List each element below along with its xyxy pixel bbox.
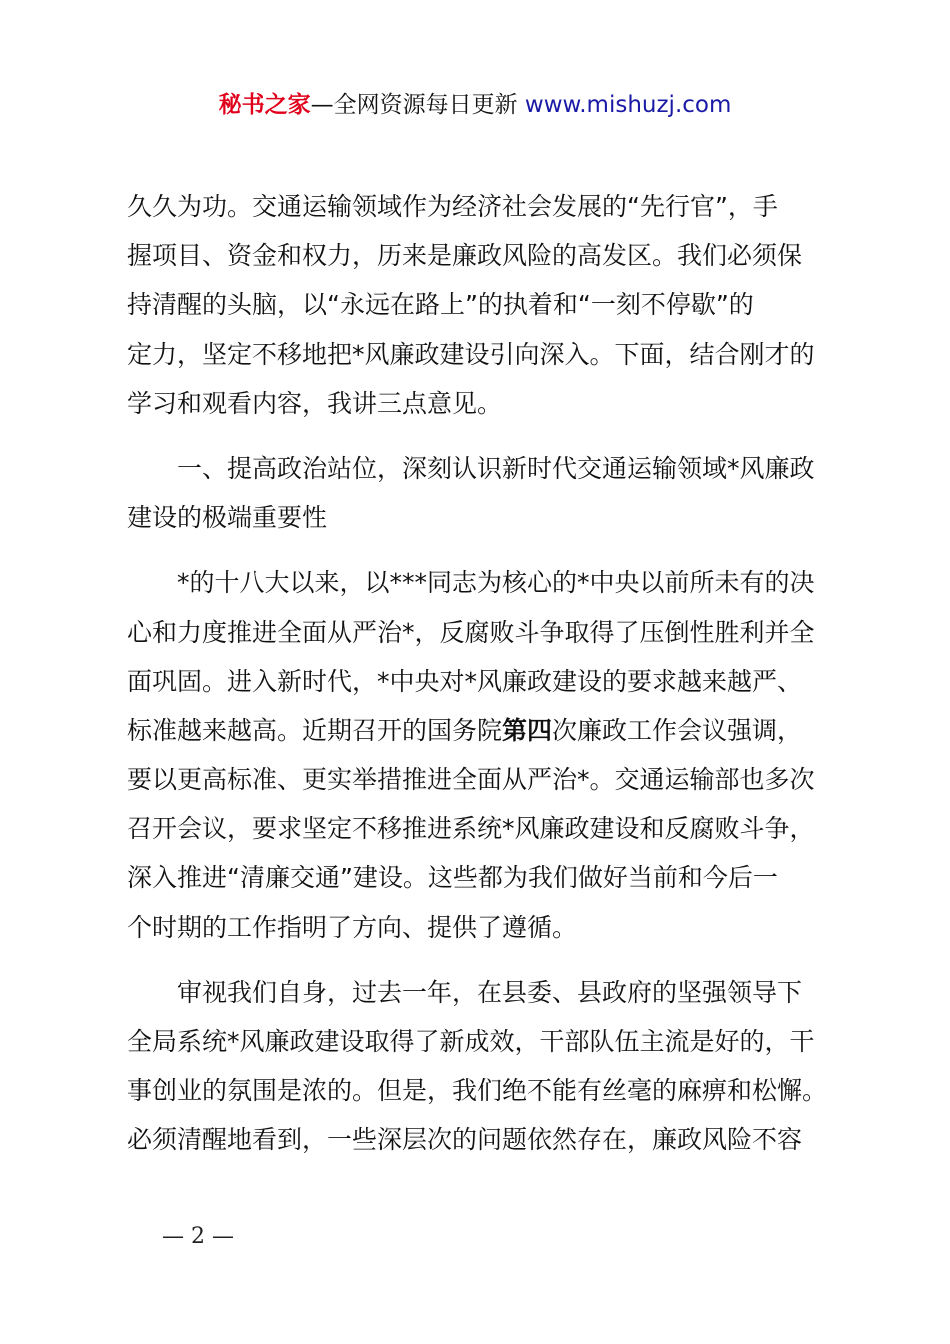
text-line: 事创业的氛围是浓的。但是，我们绝不能有丝毫的麻痹和松懈。	[127, 1076, 828, 1106]
page-header	[0, 88, 950, 122]
text-line: 审视我们自身，过去一年，在县委、县政府的坚强领导下	[127, 977, 803, 1007]
bold-text: 第四	[502, 715, 553, 745]
section-heading-1	[127, 444, 837, 542]
heading-line: 建设的极端重要性	[127, 503, 328, 533]
paragraph-2	[127, 558, 837, 952]
text-line: 握项目、资金和权力，历来是廉政风险的高发区。我们必须保	[127, 241, 803, 271]
paragraph-3	[127, 968, 837, 1165]
text-line: 定力，坚定不移地把*风廉政建设引向深入。下面，结合刚才的	[127, 339, 815, 369]
text-line: 面巩固。进入新时代，*中央对*风廉政建设的要求越来越严、	[127, 666, 803, 696]
text-line: *的十八大以来，以***同志为核心的*中央以前所未有的决	[127, 568, 815, 598]
text-line: 心和力度推进全面从严治*，反腐败斗争取得了压倒性胜利并全	[127, 617, 815, 647]
text-line: 要以更高标准、更实举措推进全面从严治*。交通运输部也多次	[127, 765, 815, 795]
text-line: 全局系统*风廉政建设取得了新成效，干部队伍主流是好的，干	[127, 1027, 815, 1056]
text-line: 久久为功。交通运输领域作为经济社会发展的“先行官”，手	[127, 192, 778, 221]
text-line	[127, 706, 837, 755]
site-url-link[interactable]: www.mishuzj.com	[524, 92, 732, 118]
page-number: — 2 —	[162, 1224, 234, 1249]
text-line: 必须清醒地看到，一些深层次的问题依然存在，廉政风险不容	[127, 1125, 803, 1155]
text-line: 个时期的工作指明了方向、提供了遵循。	[127, 912, 578, 942]
text-span: 标准越来越高。近期召开的国务院	[127, 715, 503, 745]
text-line: 学习和观看内容，我讲三点意见。	[127, 388, 503, 418]
text-span: 次廉政工作会议强调，	[552, 715, 803, 745]
text-line: 召开会议，要求坚定不移推进系统*风廉政建设和反腐败斗争，	[127, 814, 815, 844]
heading-line: 一、提高政治站位，深刻认识新时代交通运输领域*风廉政	[127, 453, 815, 483]
text-line: 持清醒的头脑，以“永远在路上”的执着和“一刻不停歇”的	[127, 290, 754, 320]
header-tagline: —全网资源每日更新	[310, 92, 525, 118]
paragraph-1	[127, 182, 837, 428]
document-body	[127, 182, 837, 1165]
text-line: 深入推进“清廉交通”建设。这些都为我们做好当前和今后一	[127, 863, 778, 893]
brand-name: 秘书之家	[218, 92, 311, 118]
